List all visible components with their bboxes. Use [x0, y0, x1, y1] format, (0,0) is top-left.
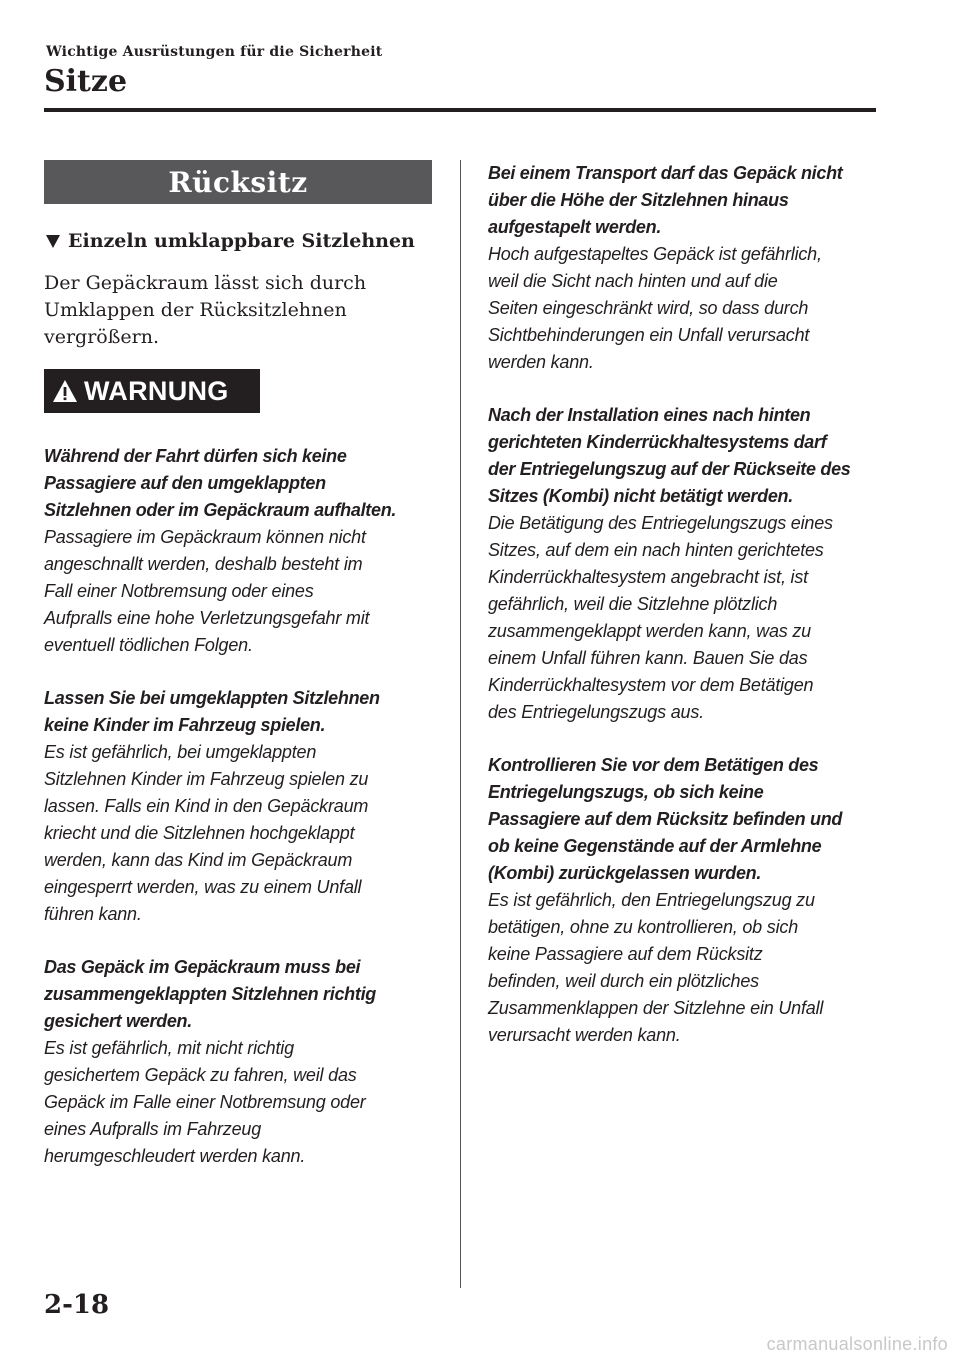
warning-body-line: Hoch aufgestapeltes Gepäck ist gefährlich, [488, 244, 822, 264]
left-column [44, 160, 438, 1170]
warning-block [488, 402, 888, 726]
warning-body-line: herumgeschleudert werden kann. [44, 1146, 306, 1166]
warning-body-line: gesichertem Gepäck zu fahren, weil das [44, 1065, 357, 1085]
warning-body-line: Aufpralls eine hohe Verletzungsgefahr mit [44, 608, 370, 628]
warning-body-line: lassen. Falls ein Kind in den Gepäckraum [44, 796, 369, 816]
warning-body-line: keine Passagiere auf dem Rücksitz [488, 944, 763, 964]
warning-body-line: Es ist gefährlich, den Entriegelungszug zu [488, 890, 815, 910]
warning-bold-line: aufgestapelt werden. [488, 217, 662, 237]
warning-bold-line: der Entriegelungszug auf der Rückseite des [488, 459, 851, 479]
warning-body-line: werden kann. [488, 352, 594, 372]
header-divider [44, 108, 876, 112]
warning-block [44, 954, 438, 1170]
warning-body-line: weil die Sicht nach hinten und auf die [488, 271, 778, 291]
warning-bold-line: gerichteten Kinderrückhaltesystems darf [488, 432, 827, 452]
warning-body-line: Passagiere im Gepäckraum können nicht [44, 527, 366, 547]
subheading [44, 230, 438, 252]
warning-block [44, 685, 438, 928]
warning-body-line: angeschnallt werden, deshalb besteht im [44, 554, 363, 574]
warning-bold-line: Nach der Installation eines nach hinten [488, 405, 811, 425]
intro-paragraph [44, 270, 438, 351]
warning-body-line: eines Aufpralls im Fahrzeug [44, 1119, 262, 1139]
warning-bold-line: Entriegelungszugs, ob sich keine [488, 782, 764, 802]
warning-body-line: gefährlich, weil die Sitzlehne plötzlich [488, 594, 778, 614]
warning-body-line: betätigen, ohne zu kontrollieren, ob sich [488, 917, 799, 937]
warning-bold-line: Sitzlehnen oder im Gepäckraum aufhalten. [44, 500, 397, 520]
warning-body-line: Gepäck im Falle einer Notbremsung oder [44, 1092, 366, 1112]
watermark: carmanualsonline.info [766, 1334, 948, 1354]
warning-bold-line: ob keine Gegenstände auf der Armlehne [488, 836, 822, 856]
warning-bold-line: keine Kinder im Fahrzeug spielen. [44, 715, 326, 735]
warning-block [488, 752, 888, 1049]
warning-body-line: des Entriegelungszugs aus. [488, 702, 704, 722]
warning-bold-line: Passagiere auf dem Rücksitz befinden und [488, 809, 843, 829]
warning-bold-line: zusammengeklappten Sitzlehnen richtig [44, 984, 376, 1004]
warning-body-line: kriecht und die Sitzlehnen hochgeklappt [44, 823, 355, 843]
warning-block [488, 160, 888, 376]
triangle-down-icon [46, 235, 60, 248]
warning-triangle-icon [52, 378, 78, 404]
warning-body-line: Sitzlehnen Kinder im Fahrzeug spielen zu [44, 769, 369, 789]
warning-body-line: Es ist gefährlich, bei umgeklappten [44, 742, 317, 762]
warning-bold-line: Kontrollieren Sie vor dem Betätigen des [488, 755, 819, 775]
warning-bold-line: (Kombi) zurückgelassen wurden. [488, 863, 762, 883]
warning-body-line: befinden, weil durch ein plötzliches [488, 971, 759, 991]
chapter-title: Sitze [44, 64, 128, 99]
subheading-text: Einzeln umklappbare Sitzlehnen [68, 230, 415, 252]
warning-body-line: eingesperrt werden, was zu einem Unfall [44, 877, 362, 897]
warning-body-line: Zusammenklappen der Sitzlehne ein Unfall [488, 998, 824, 1018]
warning-bold-line: Das Gepäck im Gepäckraum muss bei [44, 957, 361, 977]
warning-body-line: führen kann. [44, 904, 142, 924]
warning-bold-line: gesichert werden. [44, 1011, 192, 1031]
warning-body-line: Fall einer Notbremsung oder eines [44, 581, 314, 601]
warning-body-line: verursacht werden kann. [488, 1025, 681, 1045]
warning-body-line: werden, kann das Kind im Gepäckraum [44, 850, 353, 870]
intro-line: vergrößern. [44, 326, 160, 348]
warning-body-line: Sitzes, auf dem ein nach hinten gerichtetes [488, 540, 824, 560]
warning-body-line: Kinderrückhaltesystem angebracht ist, ist [488, 567, 808, 587]
warning-body-line: eventuell tödlichen Folgen. [44, 635, 253, 655]
intro-line: Der Gepäckraum lässt sich durch [44, 272, 367, 294]
right-column [488, 160, 888, 1049]
intro-line: Umklappen der Rücksitzlehnen [44, 299, 347, 321]
warning-bold-line: über die Höhe der Sitzlehnen hinaus [488, 190, 789, 210]
warning-body-line: Seiten eingeschränkt wird, so dass durch [488, 298, 809, 318]
section-title-banner: Rücksitz [44, 160, 432, 204]
column-divider [460, 160, 461, 1288]
warning-body-line: einem Unfall führen kann. Bauen Sie das [488, 648, 808, 668]
warning-bold-line: Bei einem Transport darf das Gepäck nicht [488, 163, 843, 183]
warning-label: WARNUNG [84, 375, 229, 406]
warning-bold-line: Passagiere auf den umgeklappten [44, 473, 326, 493]
chapter-subtitle: Wichtige Ausrüstungen für die Sicherheit [46, 44, 383, 60]
warning-body-line: Die Betätigung des Entriegelungszugs eines [488, 513, 833, 533]
warning-body-line: Kinderrückhaltesystem vor dem Betätigen [488, 675, 814, 695]
warning-bold-line: Lassen Sie bei umgeklappten Sitzlehnen [44, 688, 380, 708]
warning-badge [44, 369, 260, 413]
warning-bold-line: Während der Fahrt dürfen sich keine [44, 446, 347, 466]
warning-body-line: Es ist gefährlich, mit nicht richtig [44, 1038, 294, 1058]
warning-block [44, 443, 438, 659]
page-number: 2-18 [44, 1290, 110, 1320]
warning-bold-line: Sitzes (Kombi) nicht betätigt werden. [488, 486, 793, 506]
warning-body-line: zusammengeklappt werden kann, was zu [488, 621, 811, 641]
warning-body-line: Sichtbehinderungen ein Unfall verursacht [488, 325, 810, 345]
